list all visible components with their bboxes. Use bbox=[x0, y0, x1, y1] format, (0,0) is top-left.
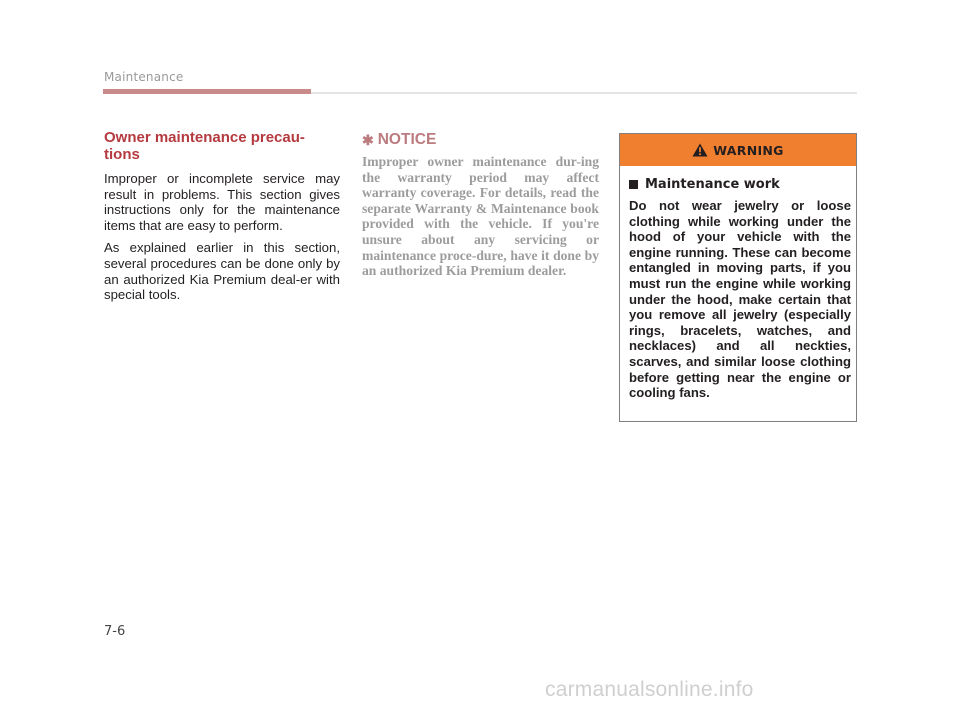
warning-header bbox=[620, 134, 856, 166]
paragraph-1: Improper or incomplete service may result in problems. This section gives instructions only for the maintenance items that are easy to perform. bbox=[104, 171, 340, 233]
section-header-label: Maintenance bbox=[104, 70, 184, 84]
asterisk-cross-icon: ✱ bbox=[362, 131, 374, 148]
header-divider-line bbox=[311, 92, 857, 94]
section-title bbox=[104, 129, 340, 163]
watermark: carmanualsonline.info bbox=[545, 678, 754, 701]
square-bullet-icon bbox=[629, 180, 638, 189]
page-number: 7-6 bbox=[104, 624, 126, 639]
notice-title: NOTICE bbox=[377, 131, 437, 148]
warning-box bbox=[619, 133, 857, 422]
notice-body: Improper owner maintenance dur-ing the warranty period may affect warranty coverage. For details, read the separate Warranty & Maintenance book provided with the vehicle. If you're unsure about any servicing or maintenance proce-dure, have it done by an authorized Kia Premium dealer. bbox=[362, 154, 599, 279]
header-accent-bar bbox=[103, 89, 311, 94]
warning-label: WARNING bbox=[713, 142, 784, 158]
section-title-line2: tions bbox=[104, 146, 140, 163]
warning-body: Do not wear jewelry or loose clothing while working under the hood of your vehicle with the engine running. These can become entangled in moving parts, if you must run the engine while working under the hood, make certain that you remove all jewelry (especially rings, bracelets, watches, and necklaces) and all neckties, scarves, and similar loose clothing before getting near the engine or cooling fans. bbox=[629, 198, 851, 401]
section-title-line1: Owner maintenance precau- bbox=[104, 129, 305, 146]
warning-content bbox=[620, 166, 856, 401]
warning-subtitle-text: Maintenance work bbox=[645, 177, 780, 192]
owner-maintenance-column bbox=[104, 129, 340, 303]
notice-column bbox=[362, 131, 599, 279]
notice-heading bbox=[362, 131, 599, 149]
warning-triangle-icon bbox=[692, 143, 708, 157]
paragraph-2: As explained earlier in this section, several procedures can be done only by an authorized Kia Premium deal-er with special tools. bbox=[104, 240, 340, 303]
warning-subtitle bbox=[629, 177, 851, 192]
